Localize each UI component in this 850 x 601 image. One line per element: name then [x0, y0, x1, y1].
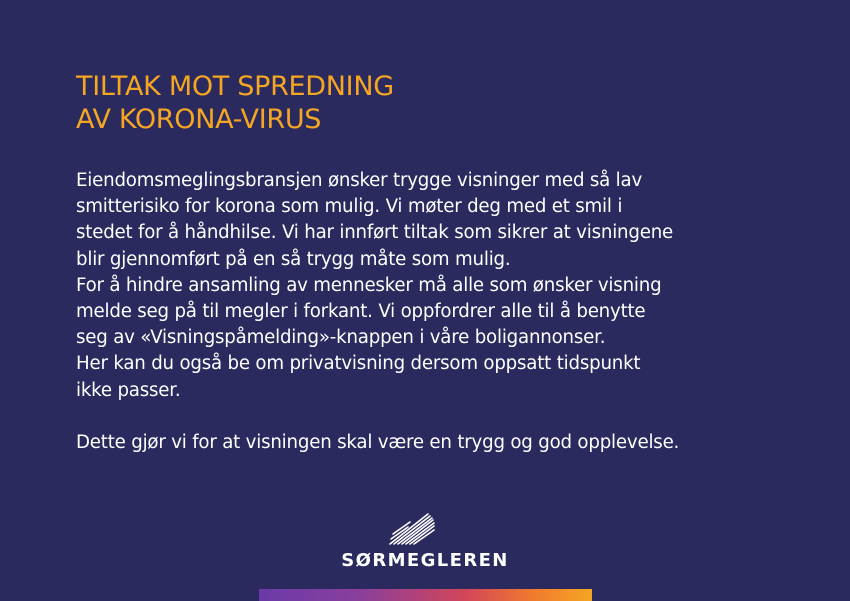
body-line: stedet for å håndhilse. Vi har innført tiltak som sikrer at visningene [76, 222, 674, 244]
sormegleren-logo-icon [388, 512, 438, 546]
body-line: smitterisiko for korona som mulig. Vi møter deg med et smil i [76, 196, 623, 218]
body-line: Eiendomsmeglingsbransjen ønsker trygge visninger med så lav [76, 170, 643, 191]
page-title [76, 70, 776, 136]
paragraph-gap [76, 404, 816, 430]
body-line: seg av «Visningspåmelding»-knappen i våre boligannonser. [76, 327, 606, 349]
body-line: melde seg på til megler i forkant. Vi oppfordrer alle til å benytte [76, 301, 646, 323]
closing-line: Dette gjør vi for at visningen skal være en trygg og god opplevelse. [76, 431, 680, 453]
brand-name: SØRMEGLEREN [341, 550, 509, 571]
gradient-bar [259, 589, 592, 601]
body-line: Her kan du også be om privatvisning dersom oppsatt tidspunkt [76, 353, 641, 375]
body-line: For å hindre ansamling av mennesker må alle som ønsker visning [76, 274, 662, 296]
title-line-1: TILTAK MOT SPREDNING [76, 71, 394, 102]
body-line: ikke passer. [76, 379, 181, 401]
body-text [76, 168, 816, 456]
body-line: blir gjennomført på en så trygg måte som mulig. [76, 248, 511, 270]
title-line-2: AV KORONA-VIRUS [76, 104, 322, 135]
